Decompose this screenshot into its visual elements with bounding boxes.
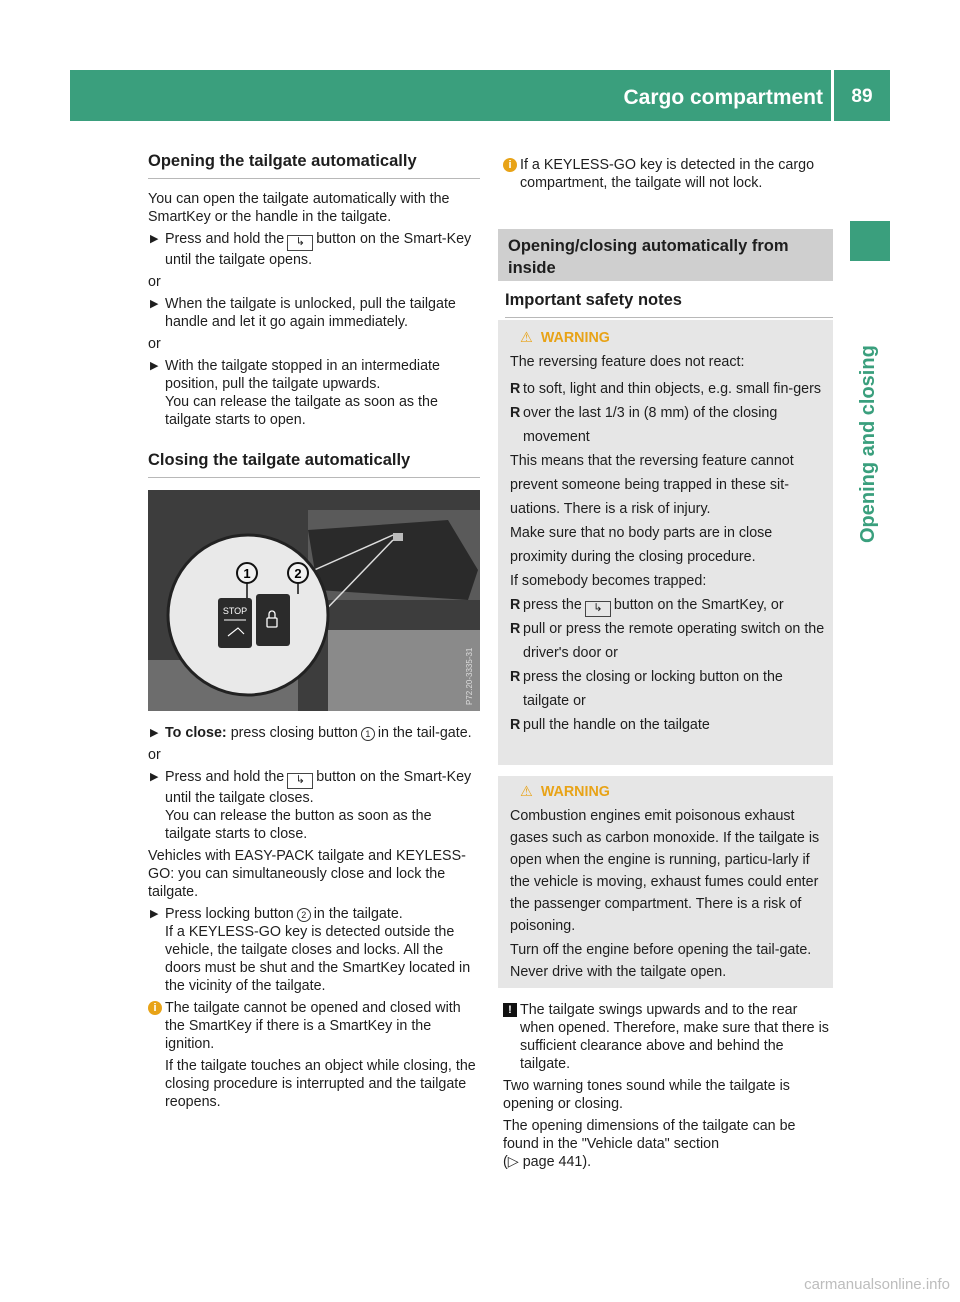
- watermark: carmanualsonline.info: [804, 1276, 950, 1293]
- warning-header: ⚠ WARNING: [520, 330, 610, 346]
- list-item: R press the closing or locking button on the tailgate or: [510, 669, 783, 709]
- arrow-bullet-icon: ▶: [150, 233, 159, 245]
- section-heading-closing: Closing the tailgate automatically: [148, 451, 480, 478]
- info-note: i If a KEYLESS-GO key is detected in the cargo compartment, the tailgate will not lock.: [503, 156, 833, 192]
- callout-1: 1: [243, 566, 251, 581]
- tailgate-key-icon: ↳: [585, 601, 611, 617]
- exclamation-icon: !: [503, 1003, 517, 1017]
- section-subheading: Opening/closing automatically from inside: [498, 229, 833, 281]
- warning-triangle-icon: ⚠: [520, 330, 533, 346]
- info-note: i The tailgate cannot be opened and closed with the SmartKey if there is a SmartKey in the ignition. If the tailgate touches an object while closing, the closing procedure is interrupted and the tailgate reopens.: [148, 999, 480, 1111]
- list-item: R press the ↳ button on the SmartKey, or: [510, 593, 826, 617]
- tailgate-key-icon: ↳: [287, 235, 313, 251]
- callout-ref: 1: [361, 727, 375, 741]
- section-heading-opening: Opening the tailgate automatically: [148, 152, 480, 179]
- instruction-step: ▶ Press locking button 2 in the tailgate. If a KEYLESS-GO key is detected outside the vehicle, the tailgate closes and locks. All the doors must be shut and the SmartKey located in the vicinity of the tailgate.: [150, 906, 471, 994]
- list-item: R pull the handle on the tailgate: [510, 717, 710, 733]
- left-column: Opening the tailgate automatically You can open the tailgate automatically with the SmartKey or the handle in the tailgate. ▶ Press and hold the ↳ button on the Smart-Key until the tailgate opens. or ▶ When the tailgate is unlocked, pull the tailgate handle and let it go again immediately. or ▶ With the tailgate stopped in an intermediate position, pull the tailgate upwards. You can release the tailgate as soon as the tailgate starts to open. Closing the tailgate automatically: [148, 152, 480, 478]
- warning-content: ⚠ WARNING The reversing feature does not react: R to soft, light and thin objects, e.g. small fin-gers R over the last 1/3 in (8 mm) of the closing movement This means that the reversing feature cannot prevent someone being trapped in these sit-uations. There is a risk of injury. Make sure that no body parts are in close proximity during the closing procedure. If somebody becomes trapped: R press the ↳ button on the SmartKey, or R pull or press the remote operating switch on the driver's door or R press the closing or locking button on the tailgate or R pull the handle on the tailgate: [510, 329, 826, 737]
- attention-note: ! The tailgate swings upwards and to the rear when opened. Therefore, make sure that there is sufficient clearance above and behind the tailgate.: [503, 1001, 833, 1073]
- instruction-step: ▶ When the tailgate is unlocked, pull the tailgate handle and let it go again immediately.: [150, 296, 456, 330]
- tailgate-buttons-figure: [148, 490, 480, 711]
- list-item: R over the last 1/3 in (8 mm) of the closing movement: [510, 405, 778, 445]
- callout-2: 2: [294, 566, 302, 581]
- left-column-lower: ▶ To close: press closing button 1 in the tail-gate. or ▶ Press and hold the ↳ button on the Smart-Key until the tailgate closes. You can release the button as soon as the tailgate starts to close. Vehicles with EASY-PACK tailgate and KEYLESS-GO: you can simultaneously close and lock the tailgate. ▶ Press locking button 2 in the tailgate. If a KEYLESS-GO key is detected outside the vehicle, the tailgate closes and locks. All the doors must be shut and the SmartKey located in the vicinity of the tailgate. i The tailgate cannot be opened and closed with the SmartKey if there is a SmartKey in the ignition. If the tailgate touches an object while closing, the closing procedure is interrupted and the tailgate reopens.: [148, 724, 480, 1111]
- side-tab-label: Opening and closing: [857, 345, 879, 543]
- instruction-step: ▶ Press and hold the ↳ button on the Smart-Key until the tailgate closes. You can release the button as soon as the tailgate starts to close.: [150, 769, 472, 842]
- warning-header: ⚠ WARNING: [520, 784, 610, 800]
- side-tab-marker: [850, 221, 890, 261]
- info-icon: i: [503, 158, 517, 172]
- arrow-bullet-icon: ▶: [150, 298, 159, 310]
- page-reference: (▷ page 441).: [503, 1154, 592, 1170]
- arrow-bullet-icon: ▶: [150, 727, 159, 739]
- instruction-step: ▶ To close: press closing button 1 in the tail-gate.: [150, 725, 472, 741]
- page-number: 89: [851, 86, 873, 107]
- arrow-bullet-icon: ▶: [150, 771, 159, 783]
- tailgate-key-icon: ↳: [287, 773, 313, 789]
- page-title: Cargo compartment: [623, 86, 823, 109]
- callout-ref: 2: [297, 908, 311, 922]
- safety-heading-wrap: [505, 291, 833, 318]
- section-heading-safety: Important safety notes: [505, 291, 833, 318]
- instruction-step: ▶ Press and hold the ↳ button on the Smart-Key until the tailgate opens.: [150, 231, 472, 268]
- paragraph: Vehicles with EASY-PACK tailgate and KEYLESS-GO: you can simultaneously close and lock the tailgate.: [148, 848, 466, 900]
- warning-triangle-icon: ⚠: [520, 784, 533, 800]
- paragraph: You can open the tailgate automatically with the SmartKey or the handle in the tailgate.: [148, 191, 450, 225]
- right-paragraphs: Two warning tones sound while the tailgate is opening or closing. The opening dimensions of the tailgate can be found in the "Vehicle data" section (▷ page 441).: [503, 1077, 833, 1171]
- list-item: R to soft, light and thin objects, e.g. small fin-gers: [510, 381, 822, 397]
- list-item: R pull or press the remote operating switch on the driver's door or: [510, 621, 825, 661]
- warning-content: ⚠ WARNING Combustion engines emit poisonous exhaust gases such as carbon monoxide. If the tailgate is open when the engine is running, particu-larly if the vehicle is moving, exhaust fumes could enter the passenger compartment. There is a risk of poisoning. Turn off the engine before opening the tail-gate. Never drive with the tailgate open.: [510, 783, 826, 983]
- stop-label: STOP: [222, 606, 248, 616]
- instruction-step: ▶ With the tailgate stopped in an intermediate position, pull the tailgate upwards. You can release the tailgate as soon as the tailgate starts to open.: [150, 358, 440, 428]
- arrow-bullet-icon: ▶: [150, 908, 159, 920]
- figure-code: P72.20-3335-31: [465, 647, 474, 705]
- arrow-bullet-icon: ▶: [150, 360, 159, 372]
- info-icon: i: [148, 1001, 162, 1015]
